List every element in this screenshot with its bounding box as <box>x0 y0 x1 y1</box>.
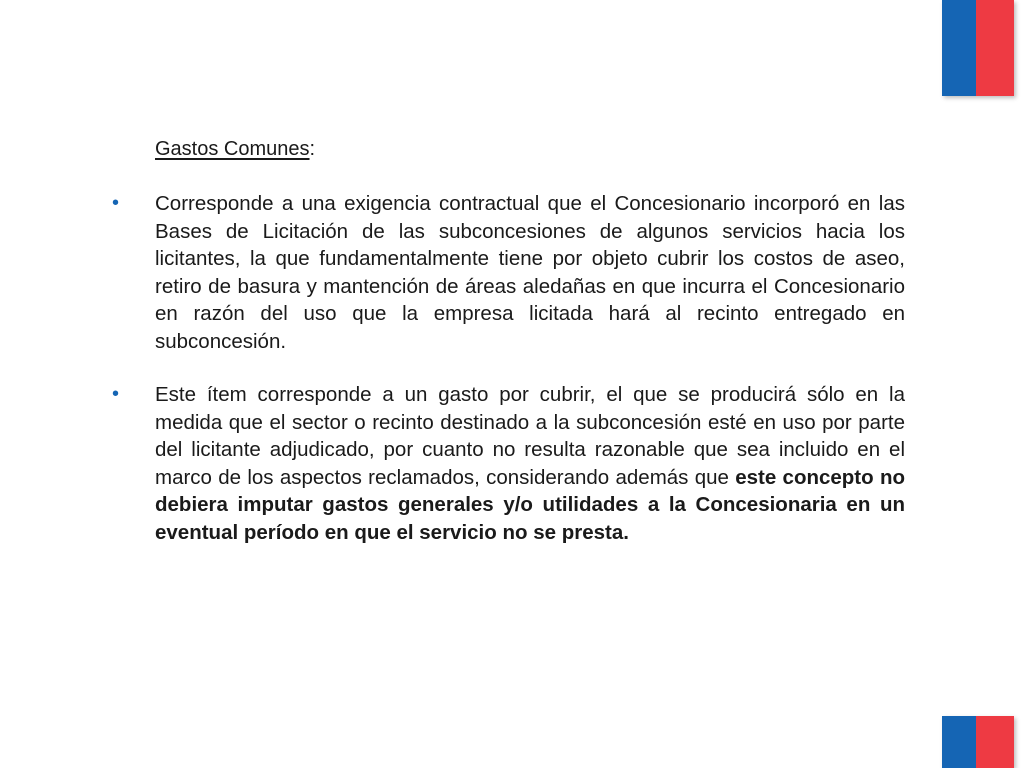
bullet-text-body: Corresponde a una exigencia contractual que el Concesionario incorporó en las Bases de Licitación de las subconcesiones de algunos servicios hacia los licitantes, la que fundamentalmente tiene por objeto cubrir los costos de aseo, retiro de basura y mantención de áreas aledañas en que incurra el Concesionario en razón del uso que la empresa licitada hará al recinto entregado en subconcesión. <box>155 192 905 353</box>
bullet-marker: • <box>112 192 120 214</box>
bullet-text-body: Este ítem corresponde a un gasto por cubrir, el que se producirá sólo en la medida que el sector o recinto destinado a la subconcesión esté en uso por parte del licitante adjudicado, por cuanto no resulta razonable que sea incluido en el marco de los aspectos reclamados, considerando además que <box>155 383 905 489</box>
bullet-text <box>155 190 905 355</box>
flag-blue-stripe <box>942 716 976 768</box>
bullet-item <box>112 381 905 546</box>
bullet-item <box>112 190 905 355</box>
bullet-text-bold: este concepto no debiera imputar gastos generales y/o utilidades a la Concesionaria en un eventual período en que el servicio no se presta. <box>155 465 905 544</box>
slide-heading <box>155 135 315 163</box>
bullet-text <box>155 381 905 546</box>
flag-red-stripe <box>976 716 1014 768</box>
bullet-marker: • <box>112 383 120 405</box>
flag-decoration-bottom <box>942 716 1014 768</box>
bullet-list-first <box>112 190 905 355</box>
heading-colon: : <box>309 138 316 160</box>
bullet-list-second <box>112 381 905 546</box>
heading-text: Gastos Comunes <box>155 138 310 160</box>
